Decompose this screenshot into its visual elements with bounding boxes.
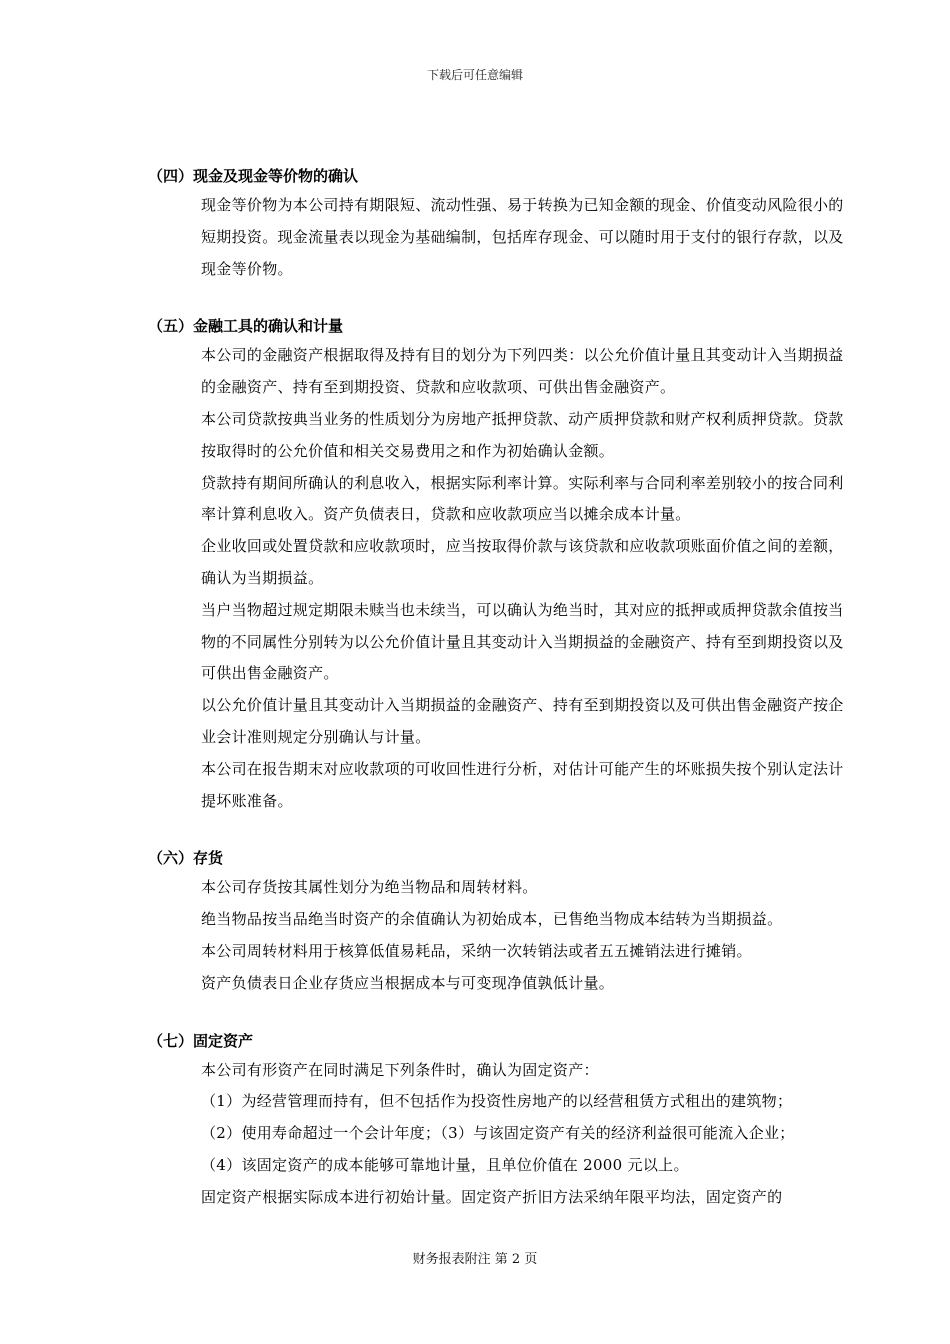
section-heading: （七）固定资产 <box>148 1031 254 1050</box>
paragraph: 本公司周转材料用于核算低值易耗品，采纳一次转销法或者五五摊销法进行摊销。 <box>201 941 752 960</box>
document-body <box>0 162 950 1214</box>
section-inventory <box>0 844 950 999</box>
paragraph: 本公司的金融资产根据取得及持有目的划分为下列四类：以公允价值计量且其变动计入当期损益的金融资产、持有至到期投资、贷款和应收款项、可供出售金融资产。 <box>201 346 844 397</box>
paragraph: 资产负债表日企业存货应当根据成本与可变现净值孰低计量。 <box>201 973 615 992</box>
paragraph: 以公允价值计量且其变动计入当期损益的金融资产、持有至到期投资以及可供出售金融资产按企业会计准则规定分别确认与计量。 <box>201 696 844 746</box>
section-heading: （四）现金及现金等价物的确认 <box>148 167 359 185</box>
paragraph: 固定资产根据实际成本进行初始计量。固定资产折旧方法采纳年限平均法，固定资产的 <box>201 1187 783 1206</box>
paragraph: 绝当物品按当品绝当时资产的余值确认为初始成本，已售绝当物成本结转为当期损益。 <box>201 910 783 929</box>
paragraph: 当户当物超过规定期限未赎当也未续当，可以确认为绝当时，其对应的抵押或质押贷款余值按当物的不同属性分别转为以公允价值计量且其变动计入当期损益的金融资产、持有至到期投资以及可供出售金融资产。 <box>201 600 844 683</box>
paragraph: 贷款持有期间所确认的利息收入，根据实际利率计算。实际利率与合同利率差别较小的按合同利率计算利息收入。资产负债表日，贷款和应收款项应当以摊余成本计量。 <box>201 473 844 524</box>
paragraph: 本公司存货按其属性划分为绝当物品和周转材料。 <box>201 878 538 897</box>
list-item: （4）该固定资产的成本能够可靠地计量，且单位价值在 2000 元以上。 <box>201 1155 689 1174</box>
page-header: 下载后可任意编辑 <box>426 68 523 82</box>
paragraph: 现金等价物为本公司持有期限短、流动性强、易于转换为已知金额的现金、价值变动风险很小的短期投资。现金流量表以现金为基础编制，包括库存现金、可以随时用于支付的银行存款，以及现金等价物。 <box>201 196 844 278</box>
section-heading: （五）金融工具的确认和计量 <box>148 317 344 336</box>
section-heading: （六）存货 <box>148 849 224 868</box>
list-item: （1）为经营管理而持有，但不包括作为投资性房地产的以经营租赁方式租出的建筑物； <box>201 1092 793 1111</box>
paragraph: 本公司有形资产在同时满足下列条件时，确认为固定资产： <box>201 1060 599 1079</box>
paragraph: 本公司在报告期末对应收款项的可收回性进行分析，对估计可能产生的坏账损失按个别认定法计提坏账准备。 <box>201 759 844 810</box>
list-item: （2）使用寿命超过一个会计年度；（3）与该固定资产有关的经济利益很可能流入企业； <box>201 1124 795 1143</box>
section-cash-equivalents <box>0 162 950 285</box>
section-financial-instruments <box>0 312 950 817</box>
page-footer: 财务报表附注 第 2 页 <box>412 1252 538 1267</box>
paragraph: 企业收回或处置贷款和应收款项时，应当按取得价款与该贷款和应收款项账面价值之间的差额，确认为当期损益。 <box>201 537 844 587</box>
paragraph: 本公司贷款按典当业务的性质划分为房地产抵押贷款、动产质押贷款和财产权利质押贷款。贷款按取得时的公允价值和相关交易费用之和作为初始确认金额。 <box>201 409 844 460</box>
section-fixed-assets <box>0 1027 950 1214</box>
